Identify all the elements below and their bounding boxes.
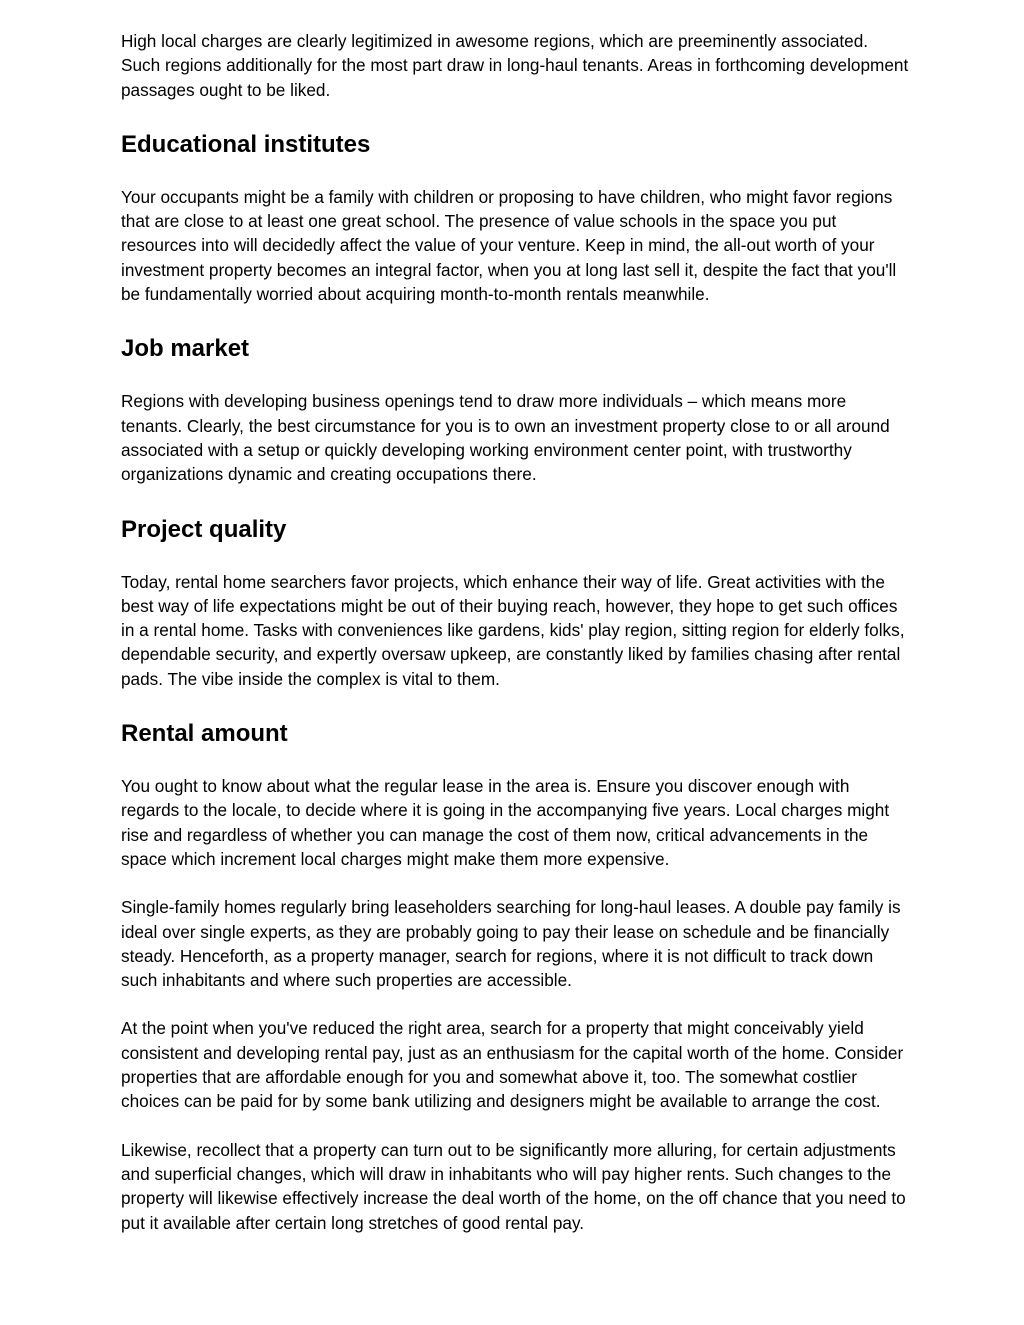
educational-institutes-paragraph: Your occupants might be a family with children or proposing to have children, who might favor regions that are close to at least one great school. The presence of value schools in the space you put resources into will decidedly affect the value of your venture. Keep in mind, the all-out worth of your investment property becomes an integral factor, when you at long last sell it, despite the fact that you'll be fundamentally worried about acquiring month-to-month rentals meanwhile.: [121, 186, 897, 305]
heading-educational-institutes: Educational institutes: [121, 130, 371, 158]
job-market-paragraph: Regions with developing business openings tend to draw more individuals – which means more tenants. Clearly, the best circumstance for you is to own an investment property close to or all around associated with a setup or quickly developing working environment center point, with trustworthy organizations dynamic and creating occupations there.: [121, 391, 890, 485]
document-page: [121, 29, 911, 1235]
rental-amount-paragraph-1: You ought to know about what the regular lease in the area is. Ensure you discover enough with regards to the locale, to decide where it is going in the accompanying five years. Local charges might rise and regardless of whether you can manage the cost of them now, critical advancements in the space which increment local charges might make them more expensive.: [121, 776, 890, 869]
heading-project-quality: Project quality: [121, 515, 287, 543]
rental-amount-paragraph-4: Likewise, recollect that a property can turn out to be significantly more alluring, for certain adjustments and superficial changes, which will draw in inhabitants who will pay higher rents. Such changes to the property will likewise effectively increase the deal worth of the home, on the off chance that you need to put it available after certain long stretches of good rental pay.: [121, 1139, 906, 1233]
rental-amount-paragraph-2: Single-family homes regularly bring leaseholders searching for long-haul leases. A double pay family is ideal over single experts, as they are probably going to pay their lease on schedule and be financially steady. Henceforth, as a property manager, search for regions, where it is not difficult to track down such inhabitants and where such properties are accessible.: [121, 897, 901, 991]
rental-amount-paragraph-3: At the point when you've reduced the right area, search for a property that might conceivably yield consistent and developing rental pay, just as an enthusiasm for the capital worth of the home. Consider properties that are affordable enough for you and somewhat above it, too. The somewhat costlier choices can be paid for by some bank utilizing and designers might be available to arrange the cost.: [121, 1018, 904, 1112]
heading-job-market: Job market: [121, 335, 250, 363]
heading-rental-amount: Rental amount: [121, 720, 288, 748]
project-quality-paragraph: Today, rental home searchers favor projects, which enhance their way of life. Great activities with the best way of life expectations might be out of their buying reach, however, they hope to get such offices in a rental home. Tasks with conveniences like gardens, kids' play region, sitting region for elderly folks, dependable security, and expertly oversaw upkeep, are constantly liked by families chasing after rental pads. The vibe inside the complex is vital to them.: [121, 571, 905, 689]
intro-paragraph: High local charges are clearly legitimized in awesome regions, which are preeminently associated. Such regions additionally for the most part draw in long-haul tenants. Areas in forthcoming development passages ought to be liked.: [121, 31, 909, 100]
